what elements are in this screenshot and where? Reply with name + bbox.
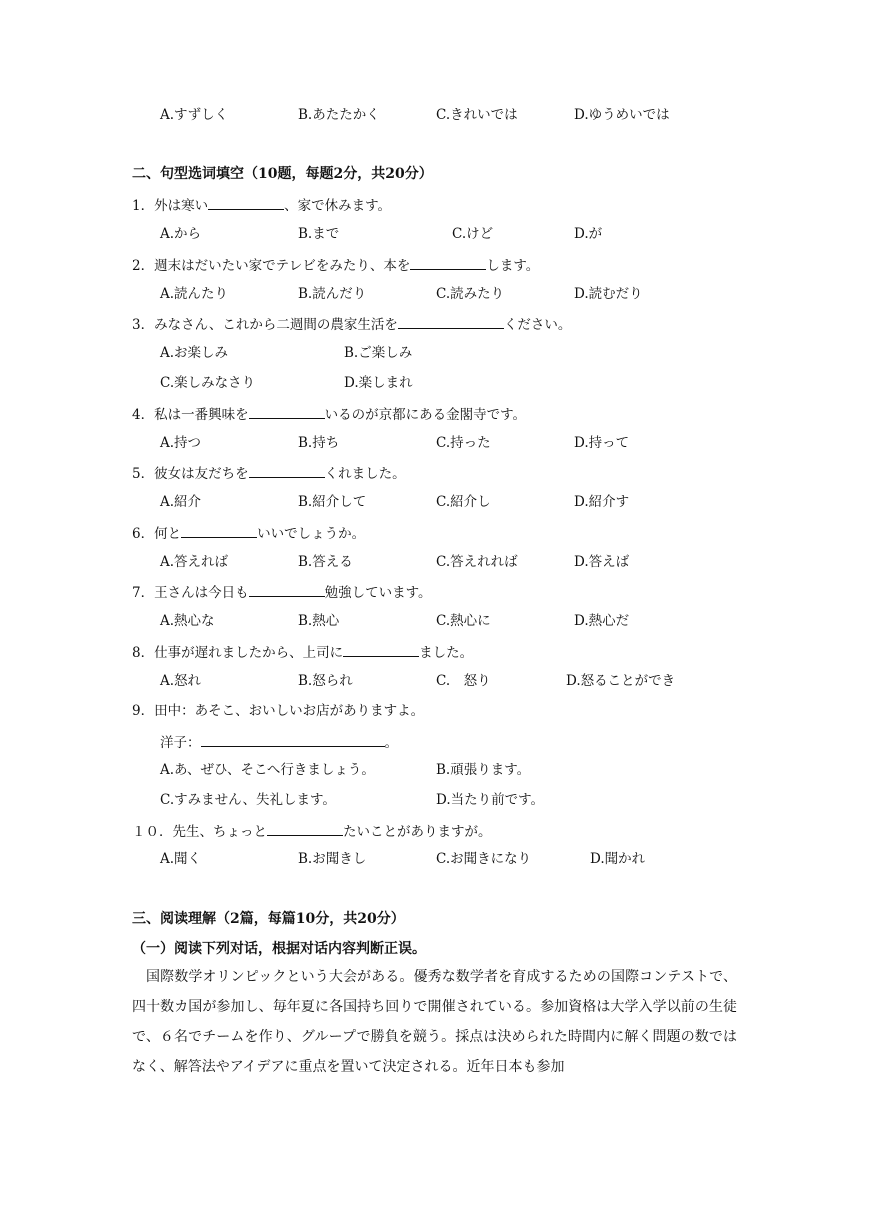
question-3: 3．みなさん、これから二週間の農家生活を ください。 bbox=[132, 314, 571, 334]
question-9-reply: 洋子： 。 bbox=[160, 732, 398, 752]
section-2-title: 二、句型选词填空（10题，每题2分，共20分） bbox=[132, 166, 433, 182]
section-3-title: 三、阅读理解（2篇，每篇10分，共20分） bbox=[132, 911, 405, 927]
option-a: A.怒れ bbox=[160, 673, 202, 689]
option-b: B.ご楽しみ bbox=[344, 345, 413, 361]
option-a: A.から bbox=[160, 226, 202, 242]
option-d: D.読むだり bbox=[574, 286, 643, 302]
option-a: A.持つ bbox=[160, 435, 202, 451]
option-a: A.あ、ぜひ、そこへ行きましょう。 bbox=[160, 762, 375, 778]
question-7: 7．王さんは今日も 勉強しています。 bbox=[132, 582, 432, 602]
option-d: D.が bbox=[574, 226, 603, 242]
question-2: 2．週末はだいたい家でテレビをみたり、本を します。 bbox=[132, 255, 539, 275]
question-4: 4．私は一番興味を いるのが京都にある金閣寺です。 bbox=[132, 404, 526, 424]
option-b: B.答える bbox=[298, 554, 353, 570]
option-a: A.聞く bbox=[160, 851, 202, 867]
option-d: D.聞かれ bbox=[590, 851, 646, 867]
option-d: D.ゆうめいでは bbox=[574, 107, 670, 123]
option-c: C.熱心に bbox=[436, 613, 491, 629]
option-a: A.答えれば bbox=[160, 554, 229, 570]
option-c: C.持った bbox=[436, 435, 491, 451]
option-b: B.紹介して bbox=[298, 494, 367, 510]
option-a: A.すずしく bbox=[160, 107, 229, 123]
answer-blank bbox=[267, 821, 343, 836]
option-b: B.読んだり bbox=[298, 286, 367, 302]
section-3-subtitle: （一）阅读下列对话，根据对话内容判断正误。 bbox=[132, 941, 426, 957]
option-c: C.お聞きになり bbox=[436, 851, 532, 867]
option-c: C.楽しみなさり bbox=[160, 375, 256, 391]
question-8: 8．仕事が遅れましたから、上司に ました。 bbox=[132, 642, 473, 662]
option-a: A.読んたり bbox=[160, 286, 229, 302]
option-d: D.答えば bbox=[574, 554, 630, 570]
option-c: C.読みたり bbox=[436, 286, 505, 302]
option-c: C.きれいでは bbox=[436, 107, 518, 123]
answer-blank bbox=[410, 255, 486, 270]
option-a: A.紹介 bbox=[160, 494, 202, 510]
option-b: B.怒られ bbox=[298, 673, 353, 689]
question-10: １０．先生、ちょっと たいことがありますが。 bbox=[132, 821, 492, 841]
option-c: C. 怒り bbox=[436, 673, 491, 689]
option-d: D.持って bbox=[574, 435, 630, 451]
option-d: D.紹介す bbox=[574, 494, 630, 510]
option-b: B.あたたかく bbox=[298, 107, 380, 123]
answer-blank bbox=[249, 463, 325, 478]
reading-paragraph: 国際数学オリンピックという大会がある。優秀な数学者を育成するための国際コンテストで、四十数カ国が参加し、毎年夏に各国持ち回りで開催されている。参加資格は大学入学以前の生徒で、６名でチームを作り、グループで勝負を競う。採点は決められた時間内に解く問題の数ではなく、解答法やアイデアに重点を置いて決定される。近年日本も参加 bbox=[132, 969, 737, 1075]
answer-blank bbox=[249, 582, 325, 597]
answer-blank bbox=[208, 195, 284, 210]
answer-blank bbox=[181, 523, 257, 538]
answer-blank bbox=[249, 404, 325, 419]
option-c: C.紹介し bbox=[436, 494, 491, 510]
reading-passage bbox=[132, 962, 737, 1082]
option-d: D.怒ることができ bbox=[566, 673, 676, 689]
question-6: 6．何と いいでしょうか。 bbox=[132, 523, 365, 543]
option-c: C.けど bbox=[452, 226, 494, 242]
option-d: D.楽しまれ bbox=[344, 375, 413, 391]
option-b: B.頑張ります。 bbox=[436, 762, 531, 778]
option-b: B.まで bbox=[298, 226, 340, 242]
option-a: A.お楽しみ bbox=[160, 345, 229, 361]
option-c: C.答えれれば bbox=[436, 554, 518, 570]
option-b: B.持ち bbox=[298, 435, 340, 451]
question-1: 1．外は寒い 、家で休みます。 bbox=[132, 195, 391, 215]
option-b: B.熱心 bbox=[298, 613, 340, 629]
option-a: A.熱心な bbox=[160, 613, 215, 629]
option-d: D.熱心だ bbox=[574, 613, 630, 629]
option-c: C.すみません、失礼します。 bbox=[160, 792, 336, 808]
answer-blank bbox=[201, 732, 385, 747]
question-5: 5．彼女は友だちを くれました。 bbox=[132, 463, 406, 483]
answer-blank bbox=[343, 642, 419, 657]
answer-blank bbox=[398, 314, 504, 329]
option-b: B.お聞きし bbox=[298, 851, 367, 867]
question-9: 9．田中：あそこ、おいしいお店がありますよ。 bbox=[132, 703, 425, 719]
option-d: D.当たり前です。 bbox=[436, 792, 545, 808]
